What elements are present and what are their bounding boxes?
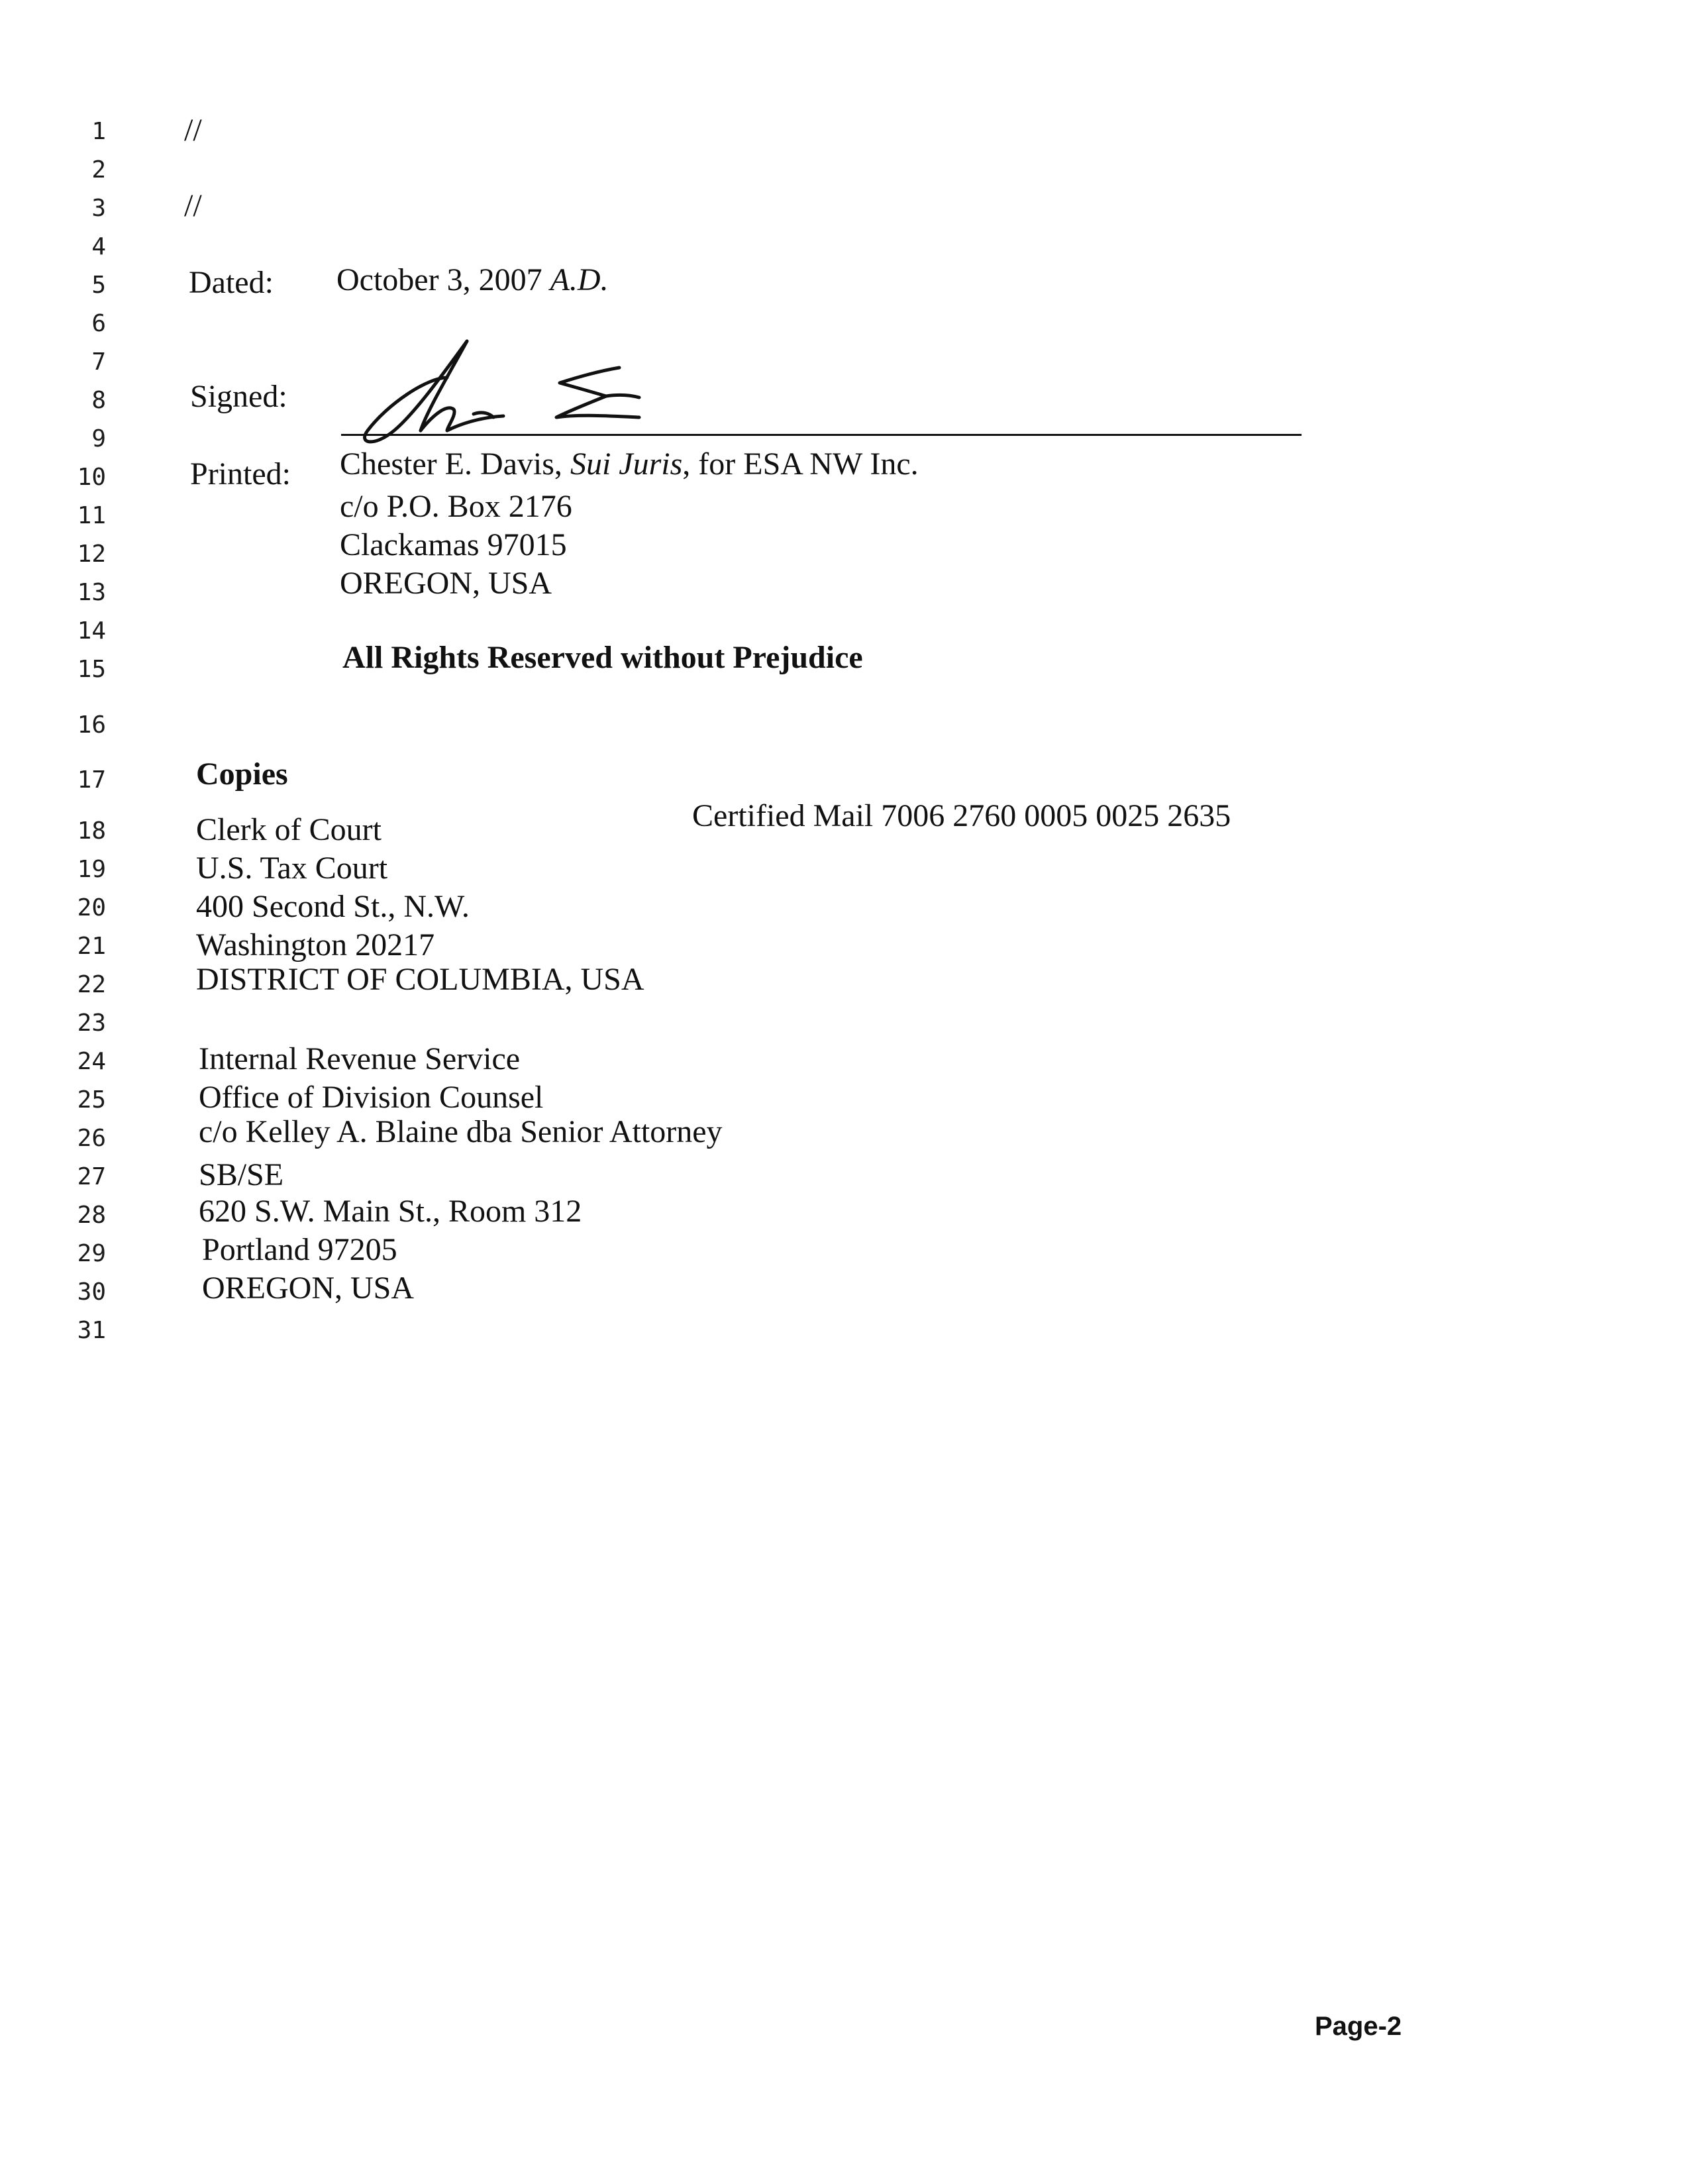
- line-number: 21: [77, 933, 106, 960]
- line-number: 25: [77, 1086, 106, 1114]
- line-number: 17: [77, 766, 106, 794]
- line-number: 20: [77, 894, 106, 921]
- line-number: 8: [91, 387, 106, 414]
- line-number: 29: [77, 1240, 106, 1267]
- line-number: 1: [91, 118, 106, 145]
- certified-mail-number: Certified Mail 7006 2760 0005 0025 2635: [692, 798, 1231, 833]
- handwritten-signature: [348, 331, 692, 450]
- line-number: 22: [77, 971, 106, 998]
- recipient-1-line: DISTRICT OF COLUMBIA, USA: [196, 962, 644, 997]
- recipient-2-line: OREGON, USA: [202, 1271, 415, 1306]
- line-number: 7: [91, 348, 106, 376]
- page-number: Page-2: [1315, 2012, 1402, 2041]
- line-number: 4: [91, 233, 106, 260]
- copies-heading: Copies: [196, 756, 288, 792]
- slash-marker: //: [184, 113, 202, 148]
- dated-value: [336, 261, 609, 299]
- recipient-2-line: Internal Revenue Service: [199, 1041, 521, 1076]
- line-number: 13: [77, 579, 106, 606]
- line-number: 14: [77, 617, 106, 645]
- printed-address-line: Clackamas 97015: [340, 527, 567, 562]
- line-number: 3: [91, 195, 106, 222]
- recipient-2-line: Office of Division Counsel: [199, 1080, 544, 1115]
- recipient-1-line: Washington 20217: [196, 927, 435, 962]
- line-number: 19: [77, 856, 106, 883]
- entity-text: , for ESA NW Inc.: [682, 446, 919, 482]
- line-number: 27: [77, 1163, 106, 1190]
- line-number: 24: [77, 1048, 106, 1075]
- line-number: 15: [77, 656, 106, 683]
- printed-name-line: [340, 445, 919, 484]
- sui-juris-text: Sui Juris: [570, 446, 683, 482]
- slash-marker: //: [184, 188, 202, 223]
- line-number: 16: [77, 711, 106, 739]
- recipient-2-line: SB/SE: [199, 1157, 284, 1192]
- recipient-1-line: Clerk of Court: [196, 812, 382, 847]
- recipient-1-line: 400 Second St., N.W.: [196, 889, 470, 924]
- line-number: 6: [91, 310, 106, 337]
- line-number: 18: [77, 817, 106, 845]
- line-number: 10: [77, 464, 106, 491]
- line-number: 31: [77, 1317, 106, 1344]
- line-number: 30: [77, 1278, 106, 1306]
- line-number: 2: [91, 156, 106, 183]
- printed-label: Printed:: [190, 456, 291, 492]
- line-number: 26: [77, 1125, 106, 1152]
- line-number: 23: [77, 1010, 106, 1037]
- recipient-1-line: U.S. Tax Court: [196, 851, 388, 886]
- printed-address-line: c/o P.O. Box 2176: [340, 489, 572, 524]
- date-text: October 3, 2007: [336, 262, 542, 297]
- printed-name: Chester E. Davis,: [340, 446, 562, 482]
- line-number: 5: [91, 272, 106, 299]
- line-number: 11: [77, 502, 106, 529]
- signature-line: [341, 434, 1302, 436]
- era-text: A.D.: [550, 262, 609, 297]
- recipient-2-line: c/o Kelley A. Blaine dba Senior Attorney: [199, 1114, 723, 1149]
- line-number: 28: [77, 1202, 106, 1229]
- reservation-notice: All Rights Reserved without Prejudice: [342, 640, 863, 675]
- line-number: 9: [91, 425, 106, 452]
- printed-address-line: OREGON, USA: [340, 566, 552, 601]
- recipient-2-line: Portland 97205: [202, 1232, 397, 1267]
- line-number: 12: [77, 541, 106, 568]
- signed-label: Signed:: [190, 379, 287, 414]
- dated-label: Dated:: [189, 265, 274, 300]
- recipient-2-line: 620 S.W. Main St., Room 312: [199, 1194, 582, 1229]
